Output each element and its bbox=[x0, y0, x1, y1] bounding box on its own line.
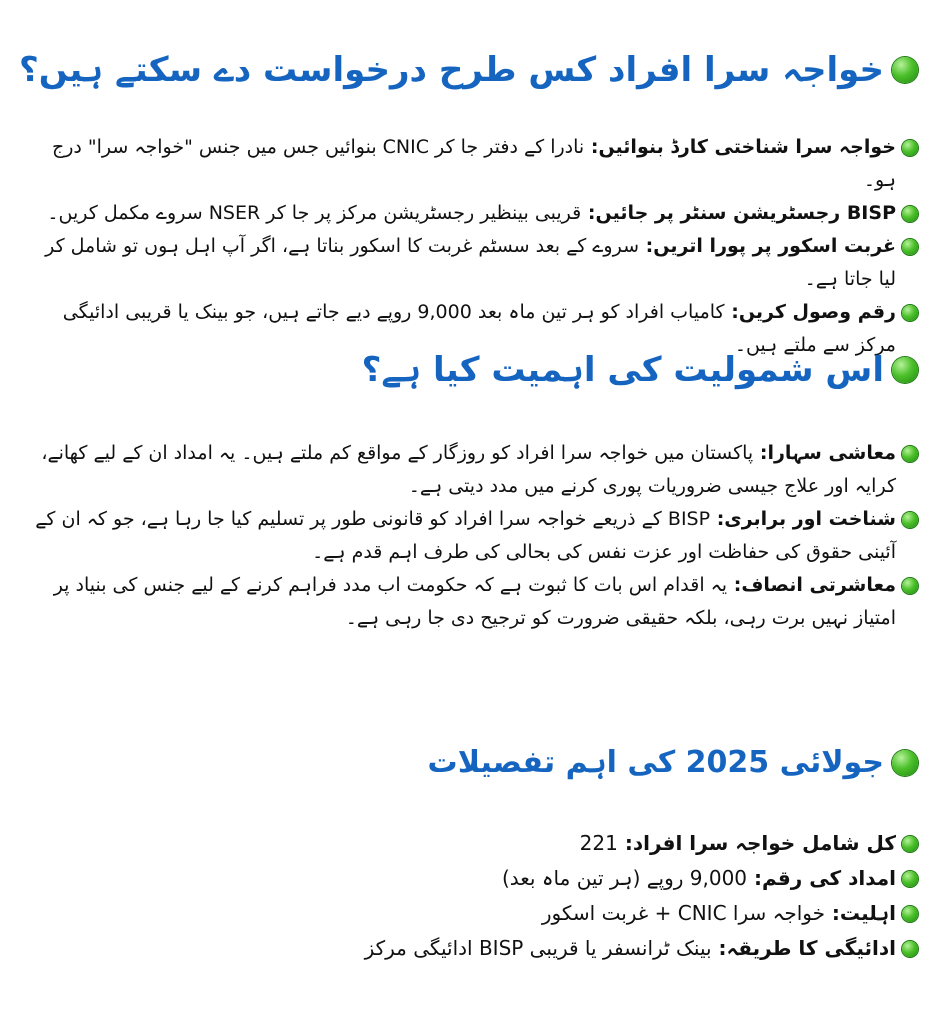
section-heading-july-details bbox=[428, 741, 918, 785]
item-lead: اہلیت: bbox=[831, 901, 896, 925]
green-circle-icon bbox=[892, 750, 918, 776]
green-circle-icon bbox=[892, 357, 918, 383]
item-text: بینک ٹرانسفر یا قریبی BISP ادائیگی مرکز bbox=[364, 936, 712, 960]
green-circle-icon bbox=[902, 836, 918, 852]
item-text: پاکستان میں خواجہ سرا افراد کو روزگار کے مواقع کم ملتے ہیں۔ یہ امداد ان کے لیے کھانے، کرایہ اور علاج جیسی ضروریات پوری کرنے میں مدد دیتی ہے۔ bbox=[41, 442, 896, 497]
list-item bbox=[28, 861, 918, 896]
item-text: BISP کے ذریعے خواجہ سرا افراد کو قانونی طور پر تسلیم کیا جا رہا ہے، جو کہ ان کے آئینی حقوق کی حفاظت اور عزت نفس کی بحالی کی طرف اہم قدم ہے۔ bbox=[35, 508, 896, 563]
list-item bbox=[28, 197, 918, 230]
green-circle-icon bbox=[902, 871, 918, 887]
list-item bbox=[28, 503, 918, 569]
item-text: قریبی بینظیر رجسٹریشن مرکز پر جا کر NSER سروے مکمل کریں۔ bbox=[47, 202, 582, 224]
item-text: یہ اقدام اس بات کا ثبوت ہے کہ حکومت اب مدد فراہم کرنے کے لیے جنس کی بنیاد پر امتیاز نہیں برت رہی، بلکہ حقیقی ضرورت کو ترجیح دی جا رہی ہے۔ bbox=[53, 574, 896, 629]
apply-steps-list bbox=[28, 131, 918, 362]
green-circle-icon bbox=[902, 578, 918, 594]
item-text: 9,000 روپے (ہر تین ماہ بعد) bbox=[501, 866, 748, 890]
item-lead: معاشی سہارا: bbox=[759, 442, 896, 464]
green-circle-icon bbox=[902, 512, 918, 528]
list-item bbox=[28, 896, 918, 931]
green-circle-icon bbox=[902, 305, 918, 321]
green-circle-icon bbox=[902, 140, 918, 156]
section-heading-importance bbox=[362, 348, 918, 392]
item-lead: غربت اسکور پر پورا اتریں: bbox=[645, 235, 896, 257]
item-lead: خواجہ سرا شناختی کارڈ بنوائیں: bbox=[590, 136, 896, 158]
item-lead: کل شامل خواجہ سرا افراد: bbox=[624, 831, 896, 855]
item-lead: ادائیگی کا طریقہ: bbox=[718, 936, 896, 960]
list-item bbox=[28, 569, 918, 635]
section-heading-text: جولائی 2025 کی اہم تفصیلات bbox=[427, 745, 884, 780]
item-text: سروے کے بعد سسٹم غربت کا اسکور بناتا ہے، اگر آپ اہل ہوں تو شامل کر لیا جاتا ہے۔ bbox=[45, 235, 896, 290]
list-item bbox=[28, 131, 918, 197]
section-heading-text: اس شمولیت کی اہمیت کیا ہے؟ bbox=[361, 350, 884, 390]
details-list bbox=[28, 826, 918, 966]
item-text: خواجہ سرا CNIC + غربت اسکور bbox=[541, 901, 825, 925]
list-item bbox=[28, 931, 918, 966]
item-lead: شناخت اور برابری: bbox=[716, 508, 896, 530]
green-circle-icon bbox=[902, 906, 918, 922]
item-lead: BISP رجسٹریشن سنٹر پر جائیں: bbox=[587, 202, 896, 224]
section-heading-how-to-apply bbox=[19, 48, 918, 92]
item-lead: امداد کی رقم: bbox=[754, 866, 896, 890]
item-lead: معاشرتی انصاف: bbox=[733, 574, 896, 596]
item-text: کامیاب افراد کو ہر تین ماہ بعد 9,000 روپے دیے جاتے ہیں، جو بینک یا قریبی ادائیگی مرکز سے ملتے ہیں۔ bbox=[62, 301, 896, 356]
green-circle-icon bbox=[902, 206, 918, 222]
item-lead: رقم وصول کریں: bbox=[731, 301, 896, 323]
item-text: نادرا کے دفتر جا کر CNIC بنوائیں جس میں جنس "خواجہ سرا" درج ہو۔ bbox=[51, 136, 896, 191]
list-item bbox=[28, 826, 918, 861]
importance-list bbox=[28, 437, 918, 635]
green-circle-icon bbox=[902, 941, 918, 957]
section-heading-text: خواجہ سرا افراد کس طرح درخواست دے سکتے ہیں؟ bbox=[19, 50, 884, 90]
item-text: 221 bbox=[579, 831, 618, 855]
list-item bbox=[28, 230, 918, 296]
list-item bbox=[28, 437, 918, 503]
green-circle-icon bbox=[902, 446, 918, 462]
green-circle-icon bbox=[902, 239, 918, 255]
green-circle-icon bbox=[892, 57, 918, 83]
